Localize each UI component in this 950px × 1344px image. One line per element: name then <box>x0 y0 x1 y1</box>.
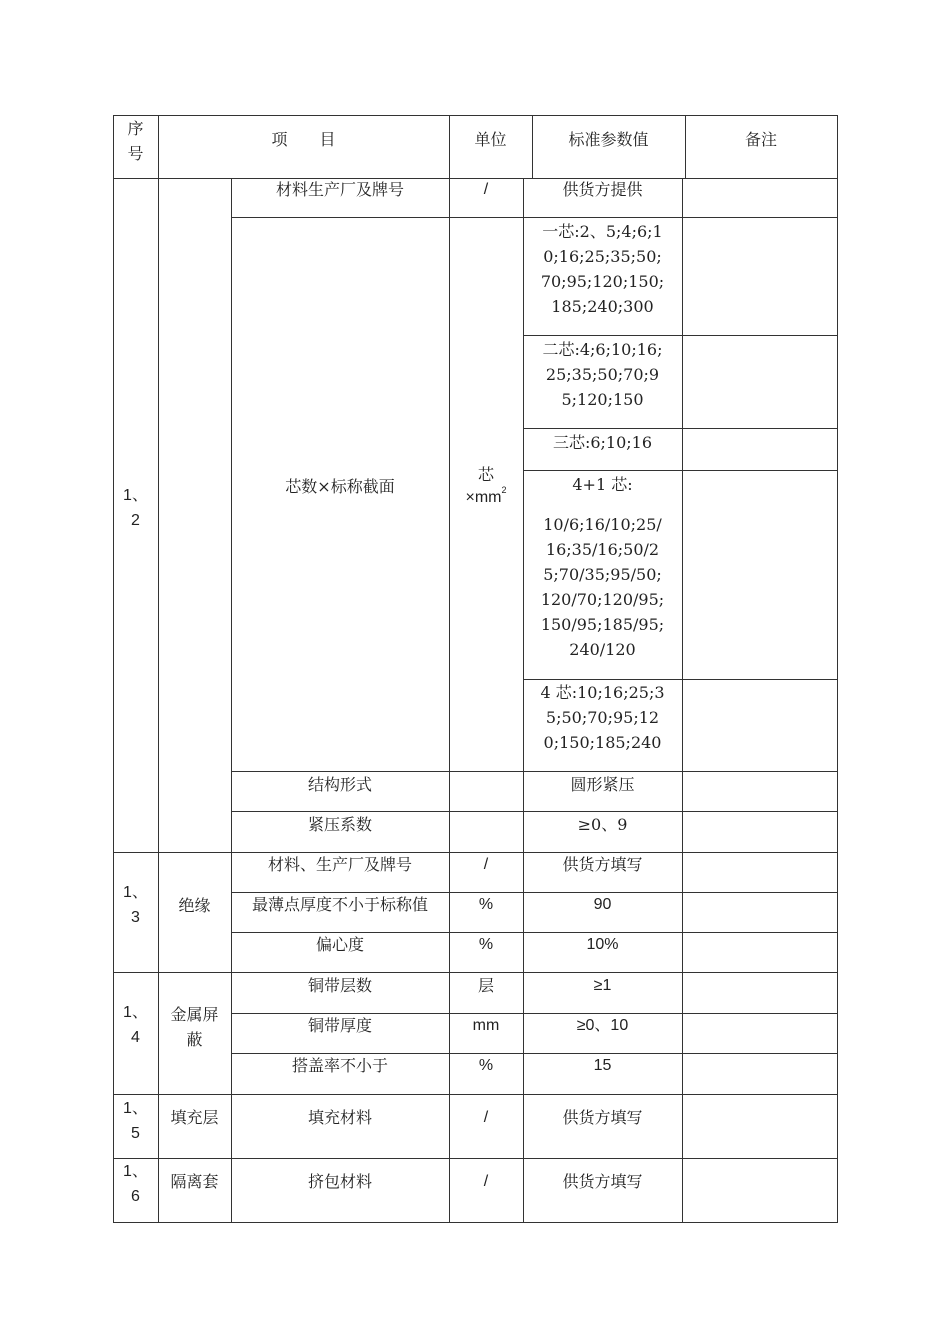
seq-1-2: 1、 2 <box>123 487 148 529</box>
unit-overlap-rate: % <box>478 1057 494 1074</box>
value-four-plus-one: 10/6;16/10;25/ 16;35/16;50/2 5;70/35;95/50; 120/70;120/95; 150/95;185/95; 240/120 <box>540 515 665 659</box>
unit-cores-line1: 芯 <box>477 465 494 484</box>
value-three-core: 三芯:6;10;16 <box>552 433 653 452</box>
item-cores-section: 芯数×标称截面 <box>285 477 395 496</box>
unit-cores-mm: ×mm <box>465 489 502 506</box>
grid-line <box>682 178 683 1223</box>
unit-cores-line2 <box>449 485 523 510</box>
value-min-thickness: 90 <box>593 896 612 913</box>
value-eccentricity: 10% <box>586 936 619 953</box>
value-extruded-material: 供货方填写 <box>562 1172 643 1191</box>
seq-1-4: 1、 4 <box>123 1004 148 1046</box>
value-four-core: 4 芯:10;16;25;3 5;50;70;95;12 0;150;185;240 <box>540 683 665 752</box>
value-tape-thickness: ≥0、10 <box>576 1017 629 1034</box>
header-item: 项 目 <box>271 130 336 149</box>
item-insulation-material: 材料、生产厂及牌号 <box>267 855 412 874</box>
grid-line <box>523 470 838 471</box>
item-min-thickness: 最薄点厚度不小于标称值 <box>251 895 428 914</box>
item-structure: 结构形式 <box>307 775 372 794</box>
item-extruded-material: 挤包材料 <box>307 1172 372 1191</box>
seq-1-3: 1、 3 <box>123 884 148 926</box>
unit-eccentricity: % <box>478 936 494 953</box>
header-unit: 单位 <box>474 130 507 149</box>
group-metal-screen: 金属屏 蔽 <box>170 1005 219 1049</box>
grid-line <box>113 1094 838 1095</box>
group-insulation: 绝缘 <box>178 896 211 915</box>
item-overlap-rate: 搭盖率不小于 <box>291 1056 388 1075</box>
item-tape-layers: 铜带层数 <box>307 976 372 995</box>
table-border-top <box>113 115 838 116</box>
item-conductor-material: 材料生产厂及牌号 <box>275 180 404 199</box>
item-eccentricity: 偏心度 <box>315 935 364 954</box>
unit-cores-superscript: 2 <box>501 485 507 495</box>
header-remark: 备注 <box>744 130 777 149</box>
table-border-bottom <box>113 1222 838 1223</box>
grid-line <box>523 335 838 336</box>
value-filler-material: 供货方填写 <box>562 1108 643 1127</box>
value-four-plus-one-title: 4+1 芯: <box>572 475 633 494</box>
seq-1-6: 1、 6 <box>123 1163 148 1205</box>
group-separator-sheath: 隔离套 <box>170 1172 219 1191</box>
value-insulation-material: 供货方填写 <box>562 855 643 874</box>
grid-line <box>113 1158 838 1159</box>
grid-line <box>158 115 159 1223</box>
unit-insulation-material: / <box>483 856 489 873</box>
seq-1-5: 1、 5 <box>123 1100 148 1142</box>
value-tape-layers: ≥1 <box>593 977 612 994</box>
header-seq: 序 号 <box>127 119 144 163</box>
value-one-core: 一芯:2、5;4;6;1 0;16;25;35;50; 70;95;120;150; 185;240;300 <box>540 222 665 316</box>
unit-extruded-material: / <box>483 1173 489 1190</box>
header-standard: 标准参数值 <box>568 130 649 149</box>
table-border-right <box>837 115 838 1223</box>
value-structure: 圆形紧压 <box>570 775 635 794</box>
unit-tape-thickness: mm <box>472 1017 500 1034</box>
value-two-core: 二芯:4;6;10;16; 25;35;50;70;9 5;120;150 <box>542 340 663 409</box>
unit-filler-material: / <box>483 1109 489 1126</box>
unit-min-thickness: % <box>478 896 494 913</box>
item-tape-thickness: 铜带厚度 <box>307 1016 372 1035</box>
value-overlap-rate: 15 <box>593 1057 612 1074</box>
value-conductor-material: 供货方提供 <box>562 180 643 199</box>
item-filler-material: 填充材料 <box>307 1108 372 1127</box>
table-border-left <box>113 115 114 1223</box>
unit-tape-layers: 层 <box>477 976 494 995</box>
grid-line <box>231 217 838 218</box>
group-filler: 填充层 <box>170 1108 219 1127</box>
value-compaction: ≥0、9 <box>577 815 628 834</box>
grid-line <box>523 428 838 429</box>
item-compaction: 紧压系数 <box>307 815 372 834</box>
unit-conductor-material: / <box>483 181 489 198</box>
